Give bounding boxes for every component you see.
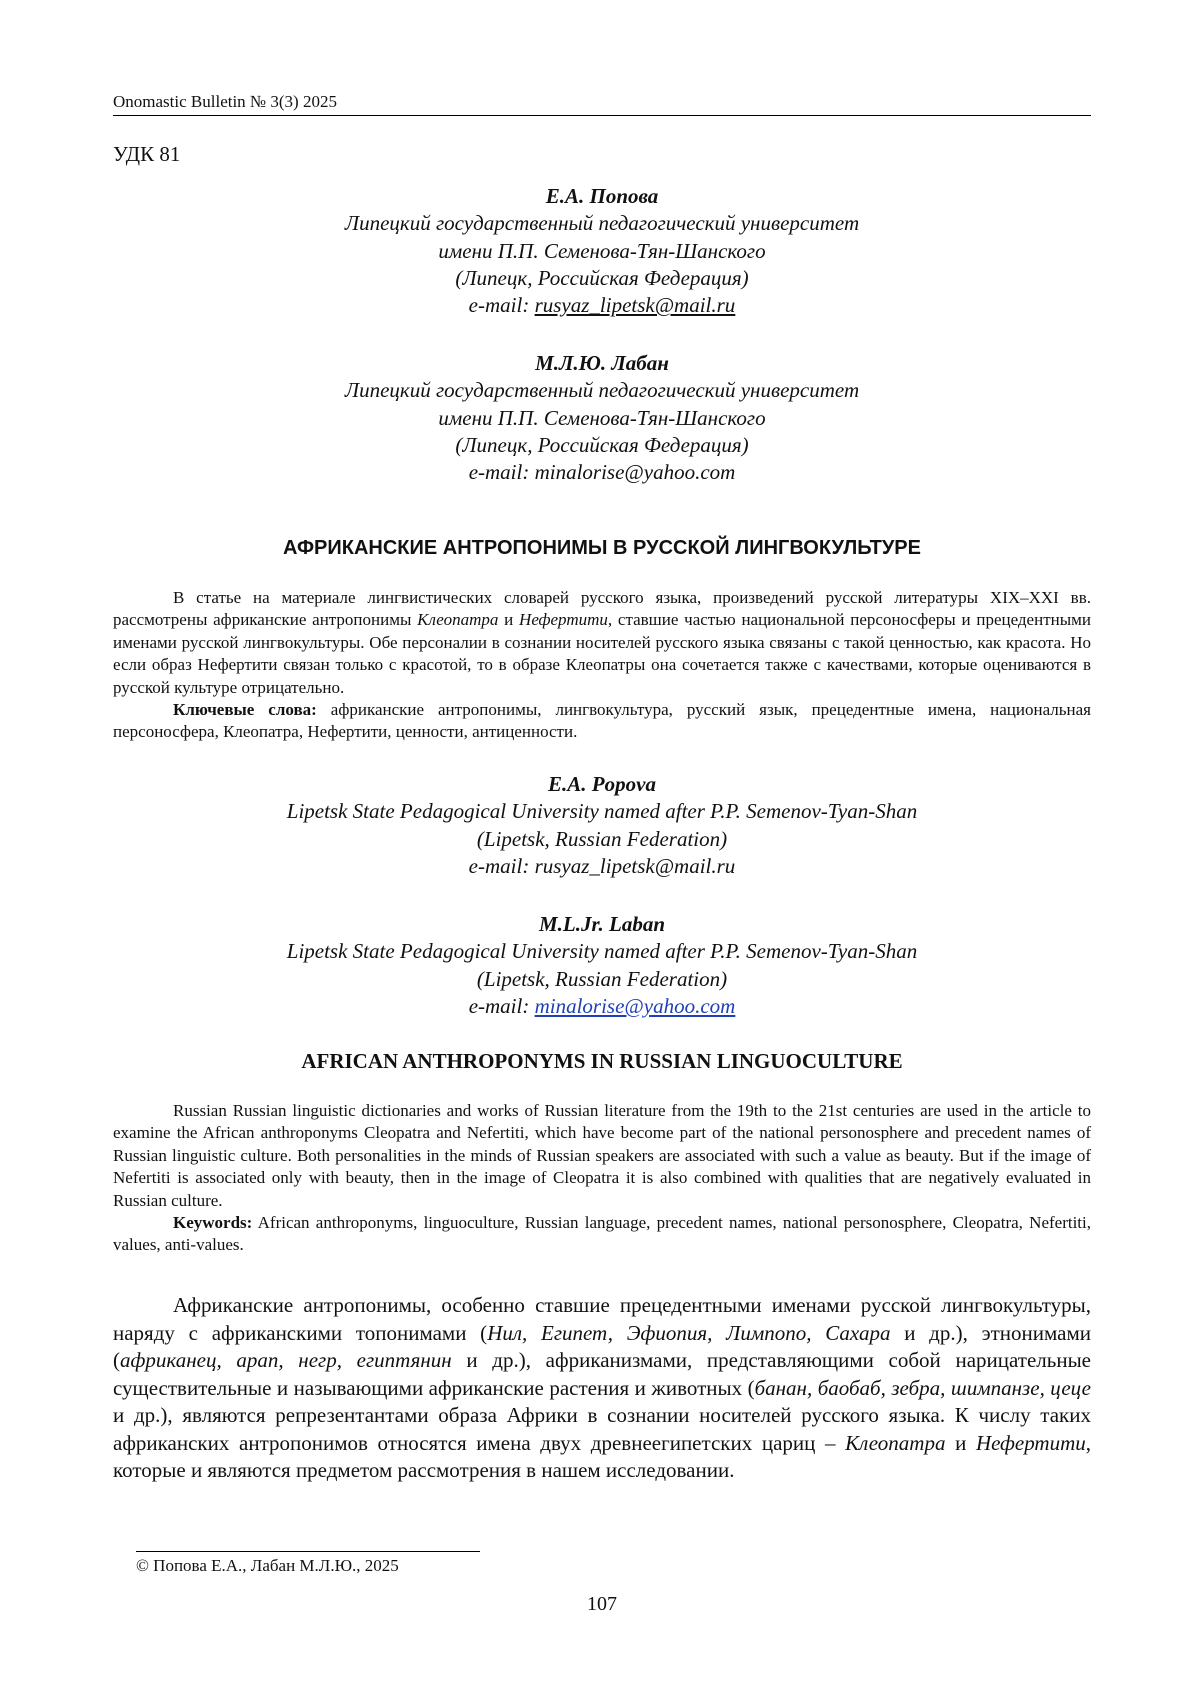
author-block-ru-1 xyxy=(113,183,1091,319)
email-link[interactable]: rusyaz_lipetsk@mail.ru xyxy=(535,293,736,317)
abstract-ru xyxy=(113,587,1091,744)
body-text xyxy=(113,1292,1091,1485)
body-italic-run: Клеопатра xyxy=(845,1431,945,1455)
abstract-text: , ставшие частью национальной персоносферы и прецедентными именами русской лингвокультуры. Обе персоналии в сознании носителей русского языка связаны с такой ценностью, как красота. Но если образ Нефертити связан только с красотой, то в образе Клеопатры она сочетается также с качествами, которые оцениваются в русской культуре отрицательно. xyxy=(113,610,1091,696)
keywords-label: Ключевые слова: xyxy=(173,700,317,719)
abstract-en xyxy=(113,1100,1091,1257)
abstract-paragraph: Russian Russian linguistic dictionaries and works of Russian literature from the 19th to the 21st centuries are used in the article to examine the African anthroponyms Cleopatra and Nefertiti, which have become part of the national personosphere and precedent names of Russian linguistic culture. Both personalities in the minds of Russian speakers are associated with such a value as beauty. But if the image of Nefertiti is associated only with beauty, then in the image of Cleopatra it is also combined with qualities that are negatively evaluated in Russian culture. xyxy=(113,1100,1091,1212)
author-name: М.Л.Ю. Лабан xyxy=(113,350,1091,377)
udc-code: УДК 81 xyxy=(113,141,180,167)
author-affiliation: Липецкий государственный педагогический университет xyxy=(113,377,1091,404)
abstract-paragraph xyxy=(113,587,1091,699)
author-affiliation: Lipetsk State Pedagogical University named after P.P. Semenov-Tyan-Shan xyxy=(113,938,1091,965)
author-location: (Lipetsk, Russian Federation) xyxy=(113,966,1091,993)
email-text: rusyaz_lipetsk@mail.ru xyxy=(535,854,736,878)
body-italic-run: банан, баобаб, зебра, шимпанзе, цеце xyxy=(755,1376,1091,1400)
author-block-en-1 xyxy=(113,771,1091,880)
body-text-run: и др.), этнонимами ( xyxy=(113,1321,1091,1373)
author-name: Е.А. Попова xyxy=(113,183,1091,210)
body-text-run: Африканские антропонимы, особенно ставшие прецедентными именами русской лингвокультуры, наряду с африканскими топонимами ( xyxy=(113,1293,1091,1345)
author-location: (Lipetsk, Russian Federation) xyxy=(113,826,1091,853)
author-location: (Липецк, Российская Федерация) xyxy=(113,265,1091,292)
author-affiliation: Lipetsk State Pedagogical University named after P.P. Semenov-Tyan-Shan xyxy=(113,798,1091,825)
author-email xyxy=(113,993,1091,1020)
keywords-label: Keywords: xyxy=(173,1213,252,1232)
email-label: e-mail: xyxy=(469,854,535,878)
footnote-divider xyxy=(136,1551,480,1552)
keywords-list: африканские антропонимы, лингвокультура, русский язык, прецедентные имена, национальная персоносфера, Клеопатра, Нефертити, ценности, антиценности. xyxy=(113,700,1091,741)
abstract-italic-name: Нефертити xyxy=(519,610,608,629)
body-italic-run: Нефертити xyxy=(976,1431,1086,1455)
author-name: M.L.Jr. Laban xyxy=(113,911,1091,938)
author-affiliation-cont: имени П.П. Семенова-Тян-Шанского xyxy=(113,405,1091,432)
abstract-text: и xyxy=(498,610,519,629)
body-text-run: и др.), являются репрезентантами образа Африки в сознании носителей русского языка. К числу таких африканских антропонимов относятся имена двух древнеегипетских цариц – xyxy=(113,1403,1091,1455)
abstract-text: В статье на материале лингвистических словарей русского языка, произведений русской литературы XIX–XXI вв. рассмотрены африканские антропонимы xyxy=(113,588,1091,629)
body-text-run: , которые и являются предметом рассмотрения в нашем исследовании. xyxy=(113,1431,1091,1483)
running-header: Onomastic Bulletin № 3(3) 2025 xyxy=(113,91,1091,116)
author-affiliation-cont: имени П.П. Семенова-Тян-Шанского xyxy=(113,238,1091,265)
author-email xyxy=(113,853,1091,880)
abstract-italic-name: Клеопатра xyxy=(417,610,498,629)
author-email xyxy=(113,459,1091,486)
author-email xyxy=(113,292,1091,319)
author-block-ru-2 xyxy=(113,350,1091,486)
keywords-en xyxy=(113,1212,1091,1257)
author-block-en-2 xyxy=(113,911,1091,1020)
keywords-ru xyxy=(113,699,1091,744)
body-text-run: и xyxy=(945,1431,976,1455)
article-title-en: AFRICAN ANTHROPONYMS IN RUSSIAN LINGUOCULTURE xyxy=(113,1048,1091,1074)
author-affiliation: Липецкий государственный педагогический университет xyxy=(113,210,1091,237)
email-label: e-mail: xyxy=(469,994,535,1018)
copyright-footnote: © Попова Е.А., Лабан М.Л.Ю., 2025 xyxy=(136,1555,399,1577)
email-text: minalorise@yahoo.com xyxy=(535,460,736,484)
body-paragraph xyxy=(113,1292,1091,1485)
email-link[interactable]: minalorise@yahoo.com xyxy=(535,994,736,1018)
article-page xyxy=(0,0,1200,1698)
body-text-run: и др.), африканизмами, представляющими собой нарицательные существительные и называющими африканские растения и животных ( xyxy=(113,1348,1091,1400)
article-title-ru: АФРИКАНСКИЕ АНТРОПОНИМЫ В РУССКОЙ ЛИНГВОКУЛЬТУРЕ xyxy=(113,535,1091,561)
author-name: E.A. Popova xyxy=(113,771,1091,798)
email-label: e-mail: xyxy=(469,460,535,484)
author-location: (Липецк, Российская Федерация) xyxy=(113,432,1091,459)
keywords-list: African anthroponyms, linguoculture, Russian language, precedent names, national personosphere, Cleopatra, Nefertiti, values, anti-values. xyxy=(113,1213,1091,1254)
body-italic-run: Нил, Египет, Эфиопия, Лимпопо, Сахара xyxy=(487,1321,890,1345)
email-label: e-mail: xyxy=(469,293,535,317)
page-number: 107 xyxy=(113,1591,1091,1617)
body-italic-run: африканец, арап, негр, египтянин xyxy=(120,1348,452,1372)
